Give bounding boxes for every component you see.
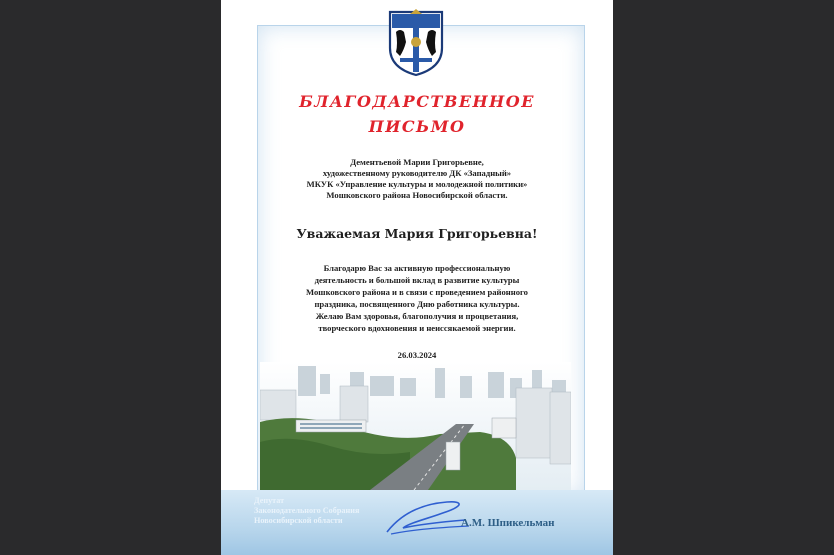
body-line: творческого вдохновения и неиссякаемой энергии. <box>318 323 516 333</box>
signer-name: А.М. Шпикельман <box>461 517 555 529</box>
signer-title-line: Депутат <box>254 496 285 505</box>
coat-of-arms-icon <box>386 8 446 78</box>
body-line: деятельность и большой вклад в развитие культуры <box>314 275 520 285</box>
recipient-block <box>221 157 613 201</box>
recipient-line: художественному руководителю ДК «Западный» <box>322 168 512 178</box>
signature-icon <box>381 494 471 540</box>
body-line: Благодарю Вас за активную профессиональную <box>323 263 511 273</box>
signer-title <box>254 496 359 526</box>
city-panorama-image <box>260 362 571 490</box>
letter-title-line1: БЛАГОДАРСТВЕННОЕ <box>299 92 535 111</box>
body-line: Желаю Вам здоровья, благополучия и процветания, <box>315 311 519 321</box>
letter-title-line2: ПИСЬМО <box>368 117 466 136</box>
signer-title-line: Законодательного Собрания <box>254 506 360 515</box>
recipient-line: Дементьевой Марии Григорьевне, <box>350 157 484 167</box>
body-line: праздника, посвященного Дню работника культуры. <box>314 299 520 309</box>
letter-sheet <box>221 0 613 555</box>
signer-title-line: Новосибирской области <box>254 516 343 525</box>
letter-date: 26.03.2024 <box>397 350 437 360</box>
recipient-line: Мошковского района Новосибирской области. <box>326 190 508 200</box>
letter-body <box>221 262 613 334</box>
recipient-line: МКУК «Управление культуры и молодежной политики» <box>306 179 528 189</box>
body-line: Мошковского района и в связи с проведением районного <box>306 287 528 297</box>
greeting: Уважаемая Мария Григорьевна! <box>296 226 538 241</box>
